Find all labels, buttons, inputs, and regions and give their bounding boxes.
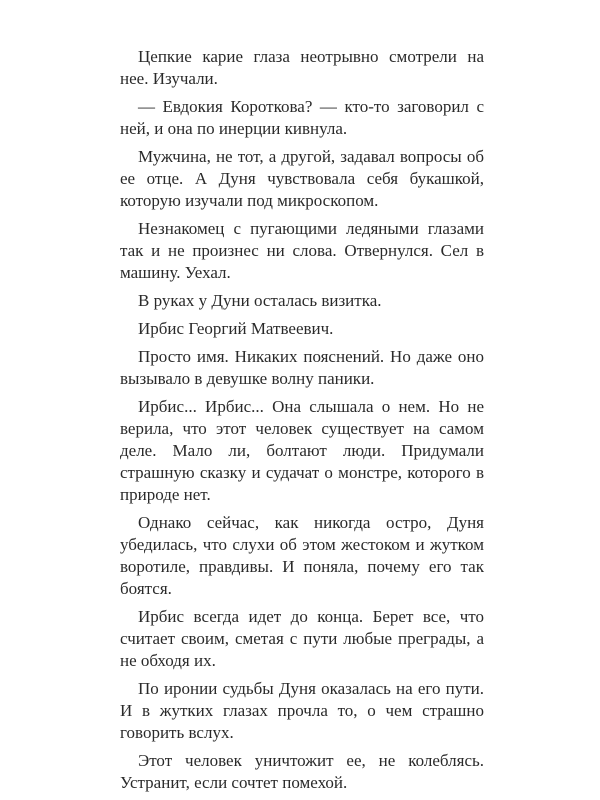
paragraph: Мужчина, не тот, а другой, задавал вопросы об ее отце. А Дуня чувствовала себя букашкой, которую изучали под микроскопом. <box>120 147 484 210</box>
paragraph: Ирбис Георгий Матвеевич. <box>138 319 334 338</box>
paragraph: В руках у Дуни осталась визитка. <box>138 291 382 310</box>
paragraph: По иронии судьбы Дуня оказалась на его пути. И в жутких глазах прочла то, о чем страшно говорить вслух. <box>120 679 484 742</box>
paragraph: Ирбис... Ирбис... Она слышала о нем. Но не верила, что этот человек существует на самом деле. Мало ли, болтают люди. Придумали страшную сказку и судачат о монстре, которого в природе нет. <box>120 397 484 504</box>
paragraph: Просто имя. Никаких пояснений. Но даже оно вызывало в девушке волну паники. <box>120 347 484 388</box>
paragraph: — Евдокия Короткова? — кто-то заговорил с ней, и она по инерции кивнула. <box>120 97 484 138</box>
paragraph: Этот человек уничтожит ее, не колеблясь. Устранит, если сочтет помехой. <box>120 751 484 792</box>
paragraph: Ирбис всегда идет до конца. Берет все, что считает своим, сметая с пути любые преграды, а не обходя их. <box>120 607 484 670</box>
book-page-text <box>120 46 484 800</box>
paragraph: Однако сейчас, как никогда остро, Дуня убедилась, что слухи об этом жестоком и жутком воротиле, правдивы. И поняла, почему его так боятся. <box>120 513 484 598</box>
paragraph: Незнакомец с пугающими ледяными глазами так и не произнес ни слова. Отвернулся. Сел в машину. Уехал. <box>120 219 484 282</box>
paragraph: Цепкие карие глаза неотрывно смотрели на нее. Изучали. <box>120 47 484 88</box>
